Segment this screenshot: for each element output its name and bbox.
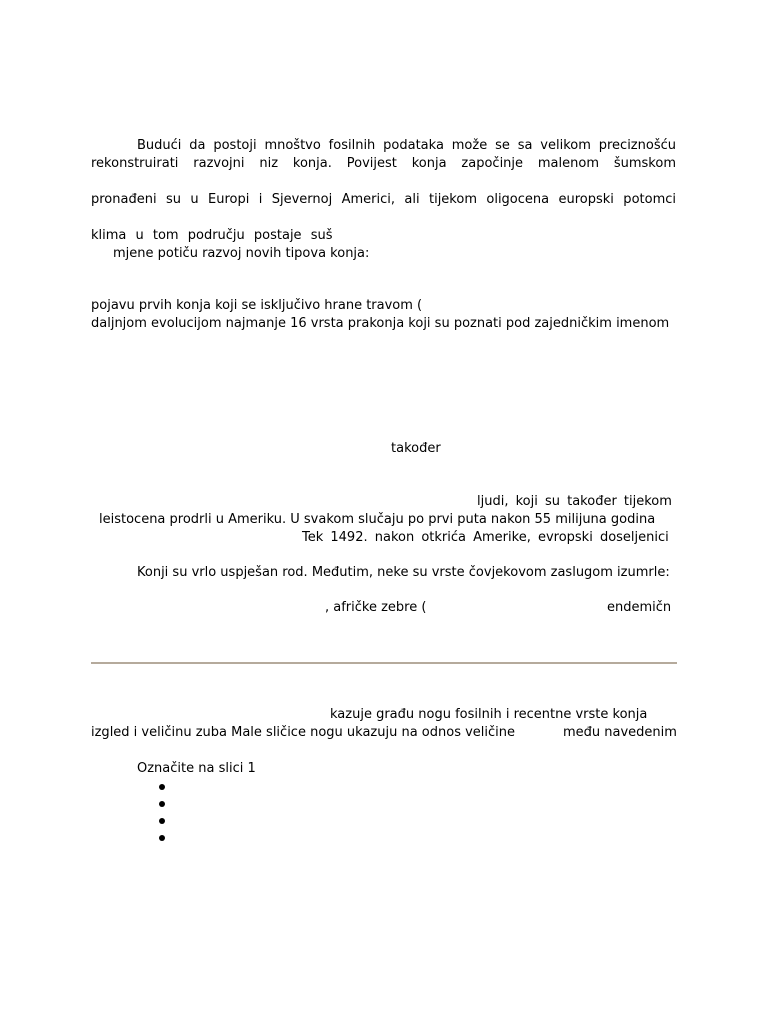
bullet-icon bbox=[159, 801, 165, 807]
paragraph-line-5: mjene potiču razvoj novih tipova konja: bbox=[113, 246, 370, 261]
paragraph-line-11: Tek 1492. nakon otkrića Amerike, evropski doseljenici bbox=[302, 530, 669, 545]
paragraph-line-16: izgled i veličinu zuba Male sličice nogu ukazuju na odnos veličine bbox=[91, 725, 516, 740]
paragraph-line-13: , afričke zebre ( bbox=[325, 600, 427, 615]
paragraph-line-6: pojavu prvih konja koji se isključivo hrane travom ( bbox=[91, 298, 423, 313]
paragraph-line-18: Označite na slici 1 bbox=[137, 761, 256, 776]
bullet-icon bbox=[159, 818, 165, 824]
paragraph-line-2: rekonstruirati razvojni niz konja. Povijest konja započinje malenom šumskom bbox=[91, 156, 676, 171]
paragraph-line-10: leistocena prodrli u Ameriku. U svakom slučaju po prvi puta nakon 55 milijuna godina bbox=[99, 512, 656, 527]
paragraph-line-4: klima u tom području postaje suš bbox=[91, 228, 333, 243]
paragraph-line-12: Konji su vrlo uspješan rod. Međutim, neke su vrste čovjekovom zaslugom izumrle: bbox=[137, 565, 670, 580]
paragraph-line-9: ljudi, koji su također tijekom bbox=[477, 494, 672, 509]
paragraph-line-1: Budući da postoji mnoštvo fosilnih podataka može se sa velikom preciznošću bbox=[137, 138, 676, 153]
paragraph-line-8: također bbox=[391, 441, 441, 456]
paragraph-line-15: kazuje građu nogu fosilnih i recentne vrste konja bbox=[330, 707, 648, 722]
bullet-icon bbox=[159, 784, 165, 790]
paragraph-line-17: među navedenim bbox=[563, 725, 677, 740]
horizontal-divider bbox=[91, 662, 677, 664]
paragraph-line-7: daljnjom evolucijom najmanje 16 vrsta prakonja koji su poznati pod zajedničkim imenom bbox=[91, 316, 670, 331]
paragraph-line-14: endemičn bbox=[607, 600, 672, 615]
paragraph-line-3: pronađeni su u Europi i Sjevernoj Americi, ali tijekom oligocena europski potomci bbox=[91, 192, 676, 207]
bullet-icon bbox=[159, 835, 165, 841]
